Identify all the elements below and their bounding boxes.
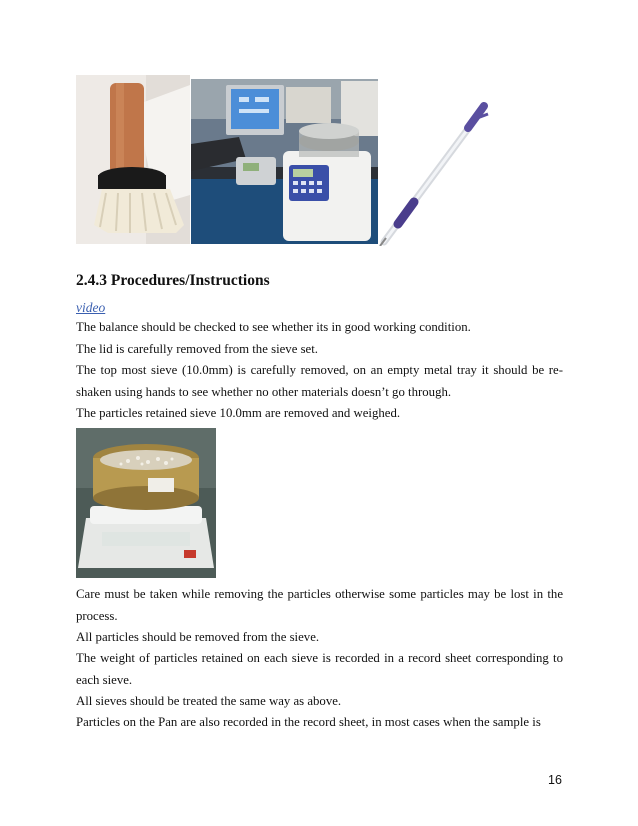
paragraph-all-sieves: All sieves should be treated the same way as above. — [76, 694, 342, 708]
paragraph-balance-check: The balance should be checked to see whether its in good working condition. — [76, 320, 471, 334]
page-number: 16 — [548, 773, 562, 787]
video-link[interactable]: video — [76, 300, 106, 315]
brush-photo — [76, 75, 190, 244]
paragraph-pan-particles: Particles on the Pan are also recorded in the record sheet, in most cases when the sample is — [76, 715, 541, 729]
paragraph-top-sieve: The top most sieve (10.0mm) is carefully removed, on an empty metal tray it should be re-shaken using hands to see whether no other materials doesn’t go through. — [76, 363, 563, 399]
paragraph-lid-removed: The lid is carefully removed from the sieve set. — [76, 342, 318, 356]
paragraph-weight-recorded: The weight of particles retained on each sieve is recorded in a record sheet corresponding to each sieve. — [76, 651, 563, 687]
paragraph-particles-weighed: The particles retained sieve 10.0mm are removed and weighed. — [76, 406, 401, 420]
sieve-on-balance-photo — [76, 428, 216, 578]
sieve-shaker-lab-photo — [191, 79, 378, 244]
section-heading: 2.4.3 Procedures/Instructions — [76, 272, 270, 289]
paragraph-care: Care must be taken while removing the particles otherwise some particles may be lost in the process. — [76, 587, 563, 623]
pen-photo — [378, 100, 493, 246]
paragraph-all-removed: All particles should be removed from the sieve. — [76, 630, 320, 644]
